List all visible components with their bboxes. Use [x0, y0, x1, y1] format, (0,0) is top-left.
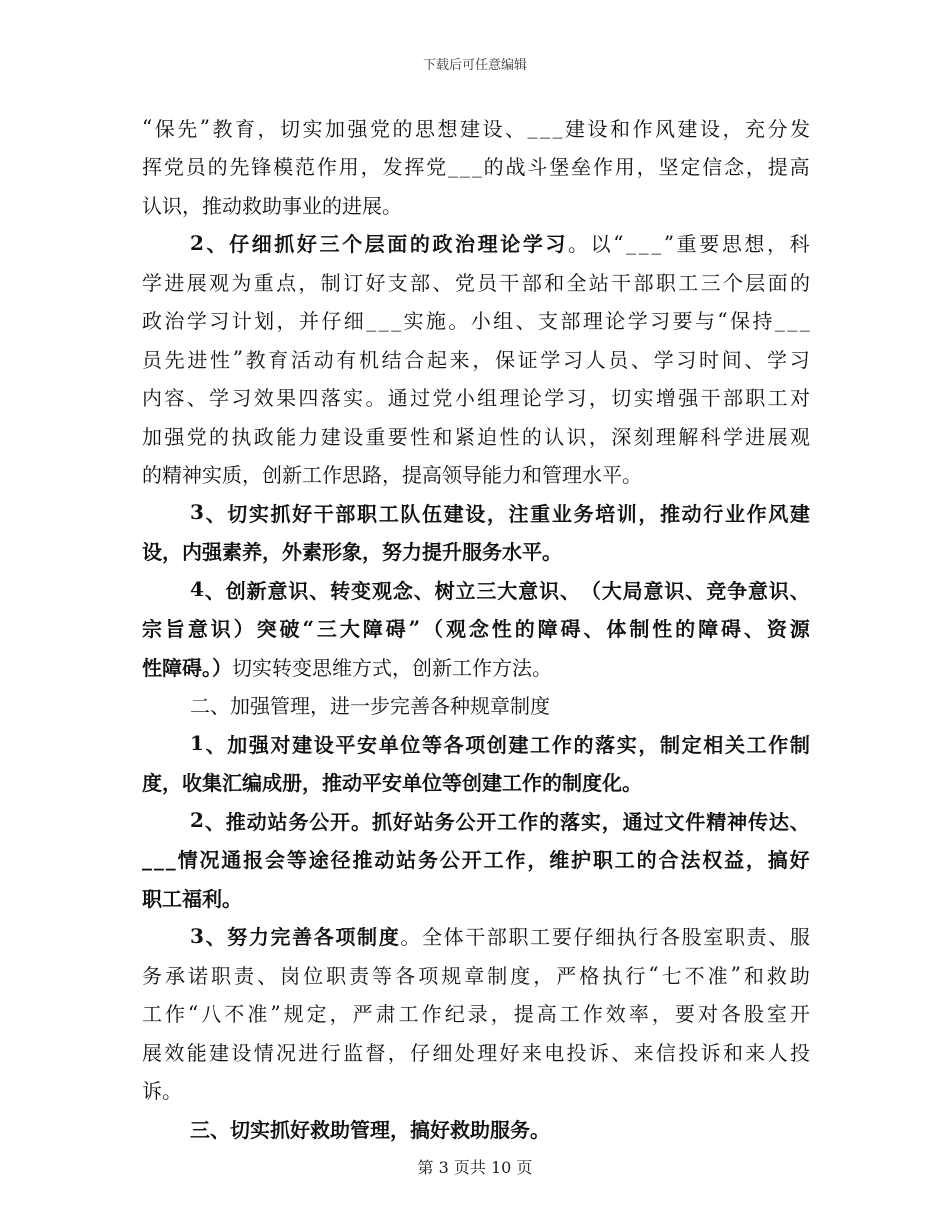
text-line: 学 进 展 观 为 重 点 ， 制 订 好 支 部 、 党 员 干 部 和 全 站 干 部 职 工 三 个 层 面 的	[142, 270, 810, 295]
text-line: _ _ _ 情 况 通 报 会 等 途 径 推 动 站 务 公 开 工 作 ， 维 护 职 工 的 合 法 权 益 ， 搞 好	[142, 846, 810, 873]
text-line: 三、切实抓好救助管理，搞好救助服务。	[190, 1117, 550, 1142]
text-line: 性障碍。）切实转变思维方式，创新工作方法。	[142, 655, 552, 680]
text-line: 4 、 创 新 意 识 、 转 变 观 念 、 树 立 三 大 意 识 、 （ 大 局 意 识 、 竞 争 意 识 、	[190, 577, 810, 603]
text-line: 工 作 “ 八 不 准 ” 规 定 ， 严 肃 工 作 纪 录 ， 提 高 工 作 效 率 ， 要 对 各 股 室 开	[142, 1000, 810, 1027]
text-line: 二、加强管理，进一步完善各种规章制度	[190, 694, 550, 719]
text-line: 员 先 进 性 ” 教 育 活 动 有 机 结 合 起 来 ， 保 证 学 习 人 员 、 学 习 时 间 、 学 习	[142, 346, 810, 372]
text-line: 宗 旨 意 识 ） 突 破 “ 三 大 障 碍 ” （ 观 念 性 的 障 碍 、 体 制 性 的 障 碍 、 资 源	[142, 615, 810, 642]
text-line: 政 治 学 习 计 划 ， 并 仔 细 _ _ _ 实 施 。 小 组 、 支 部 理 论 学 习 要 与 “ 保 持 _ _ _	[142, 307, 810, 334]
text-line: 认识，推动救助事业的进展。	[142, 193, 402, 218]
document-body	[142, 108, 810, 1148]
text-line: “ 保 先 ” 教 育 ， 切 实 加 强 党 的 思 想 建 设 、 _ _ _ 建 设 和 作 风 建 设 ， 充 分 发	[142, 115, 810, 141]
page-header: 下载后可任意编辑	[422, 58, 527, 73]
page-footer: 第 3 页共 10 页	[417, 1158, 533, 1177]
text-line: 度，收集汇编成册，推动平安单位等创建工作的制度化。	[142, 771, 642, 796]
text-line: 1 、 加 强 对 建 设 平 安 单 位 等 各 项 创 建 工 作 的 落 实 ， 制 定 相 关 工 作 制	[190, 731, 810, 757]
text-line: 设，内强素养，外素形象，努力提升服务水平。	[142, 540, 562, 565]
text-line: 2 、 推 动 站 务 公 开 。 抓 好 站 务 公 开 工 作 的 落 实 ， 通 过 文 件 精 神 传 达 、	[190, 808, 810, 834]
text-line: 挥 党 员 的 先 锋 模 范 作 用 ， 发 挥 党 _ _ _ 的 战 斗 堡 垒 作 用 ， 坚 定 信 念 ， 提 高	[142, 153, 810, 180]
text-line: 内 容 、 学 习 效 果 四 落 实 。 通 过 党 小 组 理 论 学 习 ， 切 实 增 强 干 部 职 工 对	[142, 386, 810, 411]
text-line: 务 承 诺 职 责 、 岗 位 职 责 等 各 项 规 章 制 度 ， 严 格 执 行 “ 七 不 准 ” 和 救 助	[142, 962, 810, 988]
text-line: 的精神实质，创新工作思路，提高领导能力和管理水平。	[142, 463, 642, 488]
text-line: 2 、 仔 细 抓 好 三 个 层 面 的 政 治 理 论 学 习 。 以 “ _ _ _ ” 重 要 思 想 ， 科	[190, 230, 810, 257]
text-line: 展 效 能 建 设 情 况 进 行 监 督 ， 仔 细 处 理 好 来 电 投 诉 、 来 信 投 诉 和 来 人 投	[142, 1040, 810, 1065]
text-line: 3 、 切 实 抓 好 干 部 职 工 队 伍 建 设 ， 注 重 业 务 培 训 ， 推 动 行 业 作 风 建	[190, 500, 810, 526]
text-line: 诉。	[142, 1079, 182, 1104]
text-line: 加 强 党 的 执 政 能 力 建 设 重 要 性 和 紧 迫 性 的 认 识 ， 深 刻 理 解 科 学 进 展 观	[142, 424, 810, 449]
text-line: 职工福利。	[142, 886, 242, 911]
text-line: 3 、 努 力 完 善 各 项 制 度 。 全 体 干 部 职 工 要 仔 细 执 行 各 股 室 职 责 、 服	[190, 923, 810, 950]
